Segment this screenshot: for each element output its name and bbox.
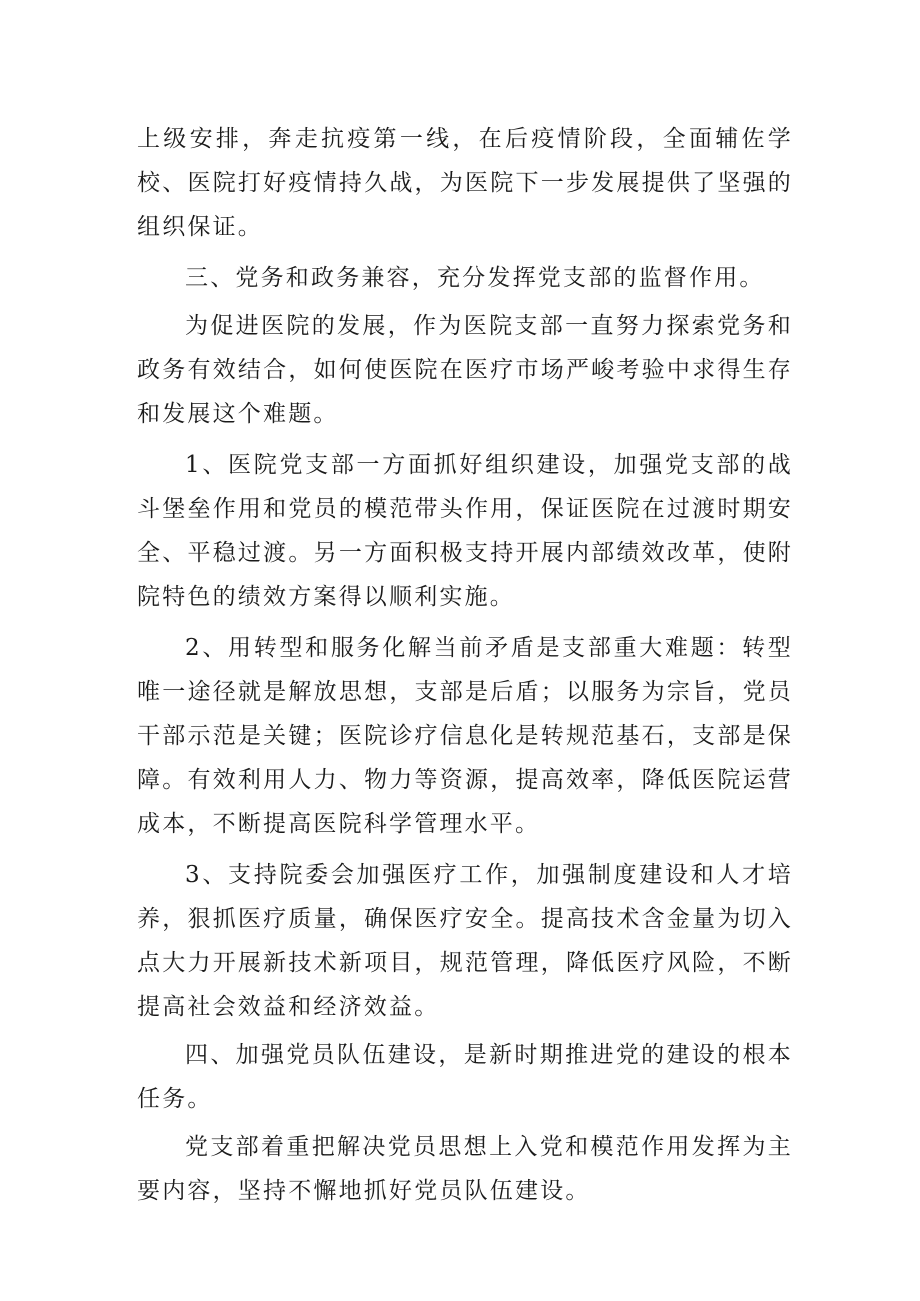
paragraph-party-and-administration: 为促进医院的发展，作为医院支部一直努力探索党务和政务有效结合，如何使医院在医疗市场严峻考验中求得生存和发展这个难题。 <box>137 313 793 427</box>
section-heading-three: 三、党务和政务兼容，充分发挥党支部的监督作用。 <box>185 265 765 291</box>
paragraph-item-1: 1、医院党支部一方面抓好组织建设，加强党支部的战斗堡垒作用和党员的模范带头作用，保证医院在过渡时期安全、平稳过渡。另一方面积极支持开展内部绩效改革，使附院特色的绩效方案得以顺利实施。 <box>137 452 793 610</box>
document-body <box>137 117 793 1220</box>
paragraph-item-3: 3、支持院委会加强医疗工作，加强制度建设和人才培养，狠抓医疗质量，确保医疗安全。提高技术含金量为切入点大力开展新技术新项目，规范管理，降低医疗风险，不断提高社会效益和经济效益。 <box>137 862 793 1020</box>
section-heading-four: 四、加强党员队伍建设，是新时期推进党的建设的根本任务。 <box>137 1042 793 1112</box>
paragraph-item-2: 2、用转型和服务化解当前矛盾是支部重大难题：转型唯一途径就是解放思想，支部是后盾；以服务为宗旨，党员干部示范是关键；医院诊疗信息化是转规范基石，支部是保障。有效利用人力、物力等资源，提高效率，降低医院运营成本，不断提高医院科学管理水平。 <box>137 635 793 837</box>
paragraph-continuation: 上级安排，奔走抗疫第一线，在后疫情阶段，全面辅佐学校、医院打好疫情持久战，为医院下一步发展提供了坚强的组织保证。 <box>137 126 793 240</box>
paragraph-member-building: 党支部着重把解决党员思想上入党和模范作用发挥为主要内容，坚持不懈地抓好党员队伍建设。 <box>137 1134 793 1204</box>
